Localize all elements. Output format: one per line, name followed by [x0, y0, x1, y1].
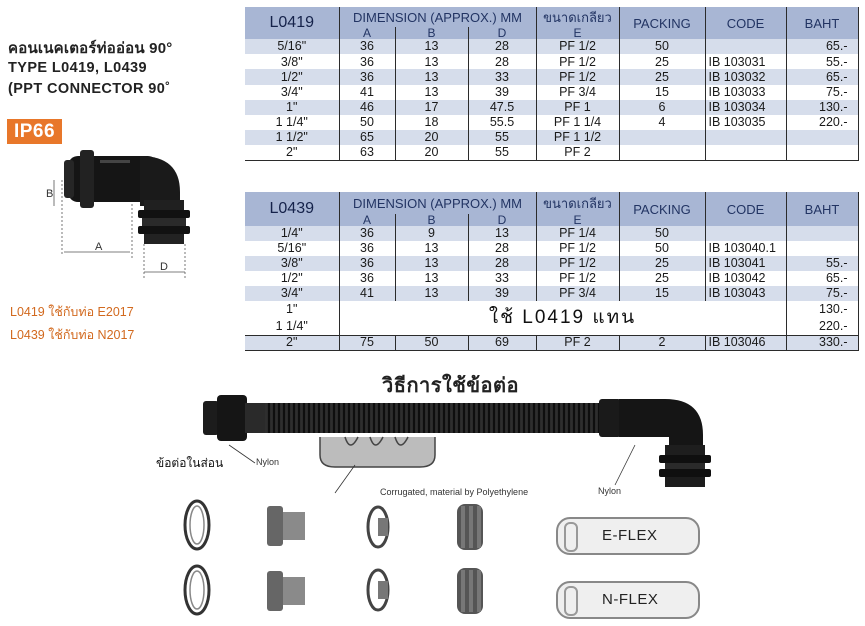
row-baht: [786, 226, 858, 241]
use-l0419-instead-note: ใช้ L0419 แทน: [339, 301, 786, 335]
sub-header-e: E: [536, 27, 619, 39]
row-a: 46: [339, 100, 395, 115]
row-e: PF 1/2: [536, 271, 619, 286]
row-e: PF 3/4: [536, 85, 619, 100]
row-packing: 6: [619, 100, 705, 115]
row-packing: 4: [619, 115, 705, 130]
row-a: 36: [339, 271, 395, 286]
merged-size-1: 1": [245, 301, 339, 318]
parts-illustration: [175, 498, 515, 623]
model-header-l0419: L0419: [245, 7, 339, 39]
row-size: 5/16": [245, 241, 339, 256]
table-row: [245, 286, 858, 301]
table-row: [245, 256, 858, 271]
row-size: 1": [245, 100, 339, 115]
row-size: 1/2": [245, 271, 339, 286]
row-packing: [619, 145, 705, 160]
row-code: IB 103032: [705, 69, 786, 84]
row-d: 28: [468, 256, 536, 271]
merged-size-2: 1 1/4": [245, 318, 339, 335]
n-flex-label: N-FLEX: [602, 591, 659, 608]
row-b: 17: [395, 100, 468, 115]
product-english-line: (PPT CONNECTOR 90˚: [8, 81, 171, 97]
row-e: PF 1/2: [536, 241, 619, 256]
table-row: [245, 145, 858, 160]
row-baht: 65.-: [786, 39, 858, 54]
row-d: 55: [468, 130, 536, 145]
row-b: 13: [395, 85, 468, 100]
row-a: 50: [339, 115, 395, 130]
row-e: PF 1/4: [536, 226, 619, 241]
row-a: 36: [339, 39, 395, 54]
row-code: [705, 130, 786, 145]
row-b: 20: [395, 145, 468, 160]
row-e: PF 1 1/4: [536, 115, 619, 130]
row-code: IB 103035: [705, 115, 786, 130]
row-size: 2": [245, 145, 339, 160]
row-packing: 2: [619, 335, 705, 350]
spec-table-l0439: [245, 192, 859, 351]
usage-note-l0439: L0439 ใช้กับท่อ N2017: [10, 328, 135, 342]
row-b: 50: [395, 335, 468, 350]
elbow-connector-diagram: [40, 140, 210, 290]
row-b: 13: [395, 69, 468, 84]
row-packing: 50: [619, 226, 705, 241]
row-d: 69: [468, 335, 536, 350]
row-b: 13: [395, 286, 468, 301]
code-header: CODE: [705, 192, 786, 226]
dimension-a-label: A: [95, 241, 103, 253]
assembly-illustration: [195, 385, 715, 500]
row-e: PF 1: [536, 100, 619, 115]
row-a: 75: [339, 335, 395, 350]
row-e: PF 2: [536, 145, 619, 160]
row-b: 20: [395, 130, 468, 145]
product-type-line: TYPE L0419, L0439: [8, 60, 147, 76]
product-title-thai: คอนเนคเตอร์ท่ออ่อน 90°: [8, 40, 173, 57]
row-e: PF 1/2: [536, 69, 619, 84]
dimension-d-label: D: [160, 261, 168, 273]
inner-connector-label: ข้อต่อในส่อน: [156, 456, 224, 470]
row-code: IB 103042: [705, 271, 786, 286]
row-e: PF 1/2: [536, 54, 619, 69]
row-baht: 330.-: [786, 335, 858, 350]
e-flex-label: E-FLEX: [602, 527, 658, 544]
table-row: [245, 115, 858, 130]
table-row: [245, 226, 858, 241]
row-e: PF 3/4: [536, 286, 619, 301]
usage-section-title: วิธีการใช้ข้อต่อ: [382, 375, 520, 397]
table-row: [245, 130, 858, 145]
dimension-b-label: B: [46, 188, 54, 200]
row-a: 63: [339, 145, 395, 160]
usage-note-l0419: L0419 ใช้กับท่อ E2017: [10, 305, 134, 319]
merged-baht-2: 220.-: [786, 318, 858, 335]
row-packing: 50: [619, 39, 705, 54]
row-d: 55.5: [468, 115, 536, 130]
row-size: 2": [245, 335, 339, 350]
row-b: 9: [395, 226, 468, 241]
clamp-part: [368, 507, 388, 610]
row-a: 36: [339, 54, 395, 69]
row-size: 1/2": [245, 69, 339, 84]
row-code: IB 103046: [705, 335, 786, 350]
sub-header-a: A: [339, 27, 395, 39]
sub-header-a: A: [339, 214, 395, 226]
row-code: [705, 39, 786, 54]
row-a: 36: [339, 256, 395, 271]
row-code: IB 103033: [705, 85, 786, 100]
row-code: [705, 145, 786, 160]
row-d: 55: [468, 145, 536, 160]
row-a: 41: [339, 85, 395, 100]
row-b: 13: [395, 39, 468, 54]
split-ring-part: [185, 566, 209, 614]
nylon-label-left: Nylon: [256, 457, 280, 467]
row-d: 33: [468, 271, 536, 286]
row-size: 5/16": [245, 39, 339, 54]
row-d: 28: [468, 54, 536, 69]
knurled-cap-part: [457, 504, 483, 614]
row-code: [705, 226, 786, 241]
row-size: 1 1/2": [245, 130, 339, 145]
merged-baht-1: 130.-: [786, 301, 858, 318]
row-baht: 55.-: [786, 54, 858, 69]
row-b: 13: [395, 241, 468, 256]
row-size: 3/8": [245, 256, 339, 271]
table-row: [245, 100, 858, 115]
row-baht: 65.-: [786, 69, 858, 84]
sub-header-e: E: [536, 214, 619, 226]
row-code: IB 103031: [705, 54, 786, 69]
baht-header: BAHT: [786, 192, 858, 226]
row-packing: 15: [619, 286, 705, 301]
baht-header: BAHT: [786, 7, 858, 39]
row-baht: [786, 241, 858, 256]
row-baht: [786, 130, 858, 145]
row-size: 3/4": [245, 286, 339, 301]
sub-header-b: B: [395, 27, 468, 39]
row-size: 3/8": [245, 54, 339, 69]
row-a: 36: [339, 226, 395, 241]
row-packing: 25: [619, 256, 705, 271]
row-b: 13: [395, 256, 468, 271]
row-code: IB 103041: [705, 256, 786, 271]
table-row: [245, 39, 858, 54]
hex-nut-part: [267, 506, 305, 611]
row-baht: 220.-: [786, 115, 858, 130]
row-a: 41: [339, 286, 395, 301]
row-size: 1/4": [245, 226, 339, 241]
n-flex-tube: [556, 581, 700, 619]
row-d: 28: [468, 241, 536, 256]
row-b: 18: [395, 115, 468, 130]
spec-table-l0419: [245, 7, 859, 161]
thread-header: ขนาดเกลียว: [536, 192, 619, 214]
ip-rating-badge: IP66: [7, 119, 62, 144]
row-baht: 130.-: [786, 100, 858, 115]
row-d: 39: [468, 286, 536, 301]
packing-header: PACKING: [619, 192, 705, 226]
row-size: 1 1/4": [245, 115, 339, 130]
row-e: PF 2: [536, 335, 619, 350]
corrugated-label: Corrugated, material by Polyethylene: [380, 487, 529, 497]
table-row: [245, 271, 858, 286]
nylon-label-right: Nylon: [598, 486, 622, 496]
row-packing: [619, 130, 705, 145]
row-e: PF 1/2: [536, 256, 619, 271]
row-d: 39: [468, 85, 536, 100]
row-b: 13: [395, 271, 468, 286]
row-packing: 25: [619, 54, 705, 69]
code-header: CODE: [705, 7, 786, 39]
row-b: 13: [395, 54, 468, 69]
row-a: 36: [339, 69, 395, 84]
row-e: PF 1/2: [536, 39, 619, 54]
sub-header-d: D: [468, 27, 536, 39]
dimension-header: DIMENSION (APPROX.) MM: [339, 192, 536, 214]
row-e: PF 1 1/2: [536, 130, 619, 145]
e-flex-tube: [556, 517, 700, 555]
row-baht: [786, 145, 858, 160]
sub-header-d: D: [468, 214, 536, 226]
row-baht: 75.-: [786, 286, 858, 301]
row-a: 36: [339, 241, 395, 256]
row-code: IB 103034: [705, 100, 786, 115]
row-d: 33: [468, 69, 536, 84]
packing-header: PACKING: [619, 7, 705, 39]
dimension-header: DIMENSION (APPROX.) MM: [339, 7, 536, 27]
row-code: IB 103043: [705, 286, 786, 301]
corrugation-ridges: [269, 403, 599, 433]
row-packing: 15: [619, 85, 705, 100]
model-header-l0439: L0439: [245, 192, 339, 226]
table-row: [245, 85, 858, 100]
table-row: [245, 241, 858, 256]
row-packing: 25: [619, 271, 705, 286]
thread-header: ขนาดเกลียว: [536, 7, 619, 27]
table-row: [245, 335, 858, 350]
row-d: 13: [468, 226, 536, 241]
table-row: [245, 54, 858, 69]
row-packing: 50: [619, 241, 705, 256]
row-d: 28: [468, 39, 536, 54]
row-code: IB 103040.1: [705, 241, 786, 256]
row-size: 3/4": [245, 85, 339, 100]
row-packing: 25: [619, 69, 705, 84]
table-row: [245, 69, 858, 84]
row-baht: 75.-: [786, 85, 858, 100]
row-baht: 65.-: [786, 271, 858, 286]
row-baht: 55.-: [786, 256, 858, 271]
split-ring-part: [185, 501, 209, 549]
row-a: 65: [339, 130, 395, 145]
sub-header-b: B: [395, 214, 468, 226]
row-d: 47.5: [468, 100, 536, 115]
